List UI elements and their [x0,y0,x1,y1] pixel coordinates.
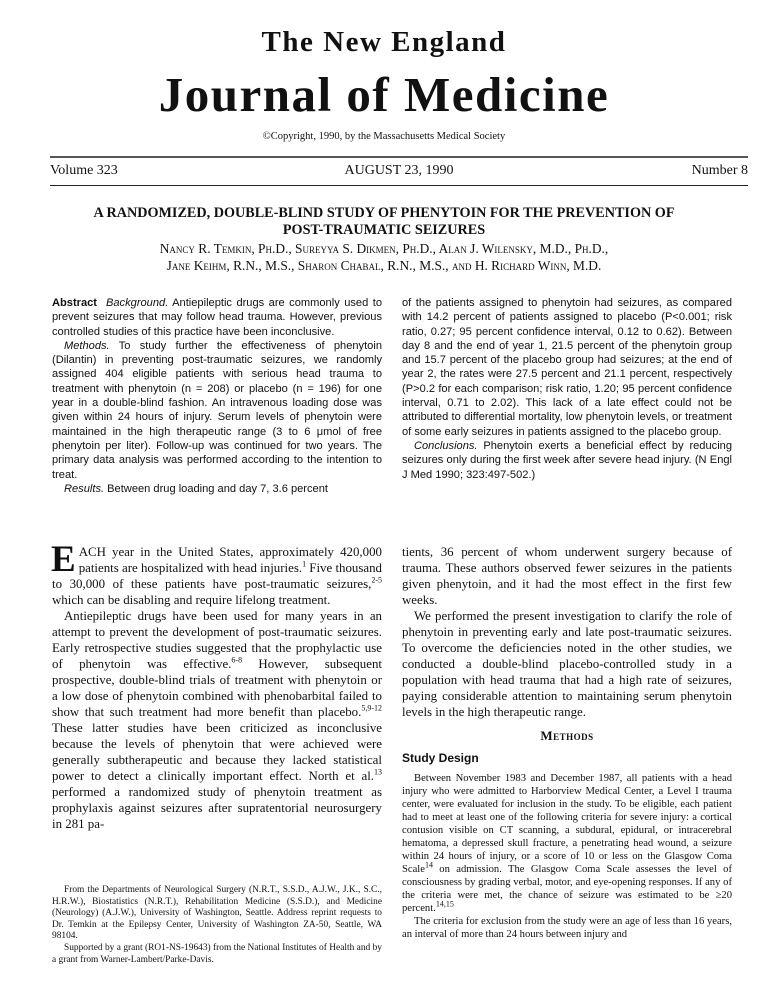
body-column-left [51,539,382,832]
methods-label: Methods. [64,339,110,352]
header-rule-bottom [50,185,748,186]
journal-name-line2: Journal of Medicine [158,67,610,122]
intro-p1-text: ACH year in the United States, approximately 420,000 patients are hospitalized with head injuries. [78,545,382,575]
body-column-right [402,544,732,941]
methods-text: To study further the effectiveness of phenytoin (Dilantin) in preventing post-traumatic seizures, we randomly assigned 404 eligible patients with serious head trauma to treatment with phenytoin (n = 208) or placebo (n = 196) for one year in a double-blind fashion. An intravenous loading dose was given within 24 hours of injury. Serum levels of phenytoin were maintained in the high therapeutic range (3 to 6 μmol of free phenytoin per liter). Follow-up was continued for two years. The primary data analysis was performed according to the intention to treat. [52,339,382,481]
conclusions-label: Conclusions. [414,439,478,452]
issue-date: AUGUST 23, 1990 [344,163,454,178]
abstract-conclusions [402,439,732,482]
journal-name-line1: The New England [261,26,507,58]
conclusions-text: Phenytoin exerts a beneficial effect by reducing seizures only during the first week after severe head injury. (N Engl J Med 1990; 323:497-502.) [402,439,732,481]
citation-sup: 13 [374,767,382,777]
intro-paragraph-4: We performed the present investigation to clarify the role of phenytoin in preventing early and late post-traumatic seizures. To overcome the deficiencies noted in the other studies, we conducted a double-blind placebo-controlled study in a population with head trauma that had a high rate of seizures, paying considerable attention to maintaining serum phenytoin levels in the high therapeutic range. [402,609,732,719]
abstract-results-cont: of the patients assigned to phenytoin had seizures, as compared with 14.2 percent of patients assigned to placebo (P<0.001; risk ratio, 0.27; 95 percent confidence interval, 0.12 to 0.62). Between day 8 and the end of year 1, 21.5 percent of the phenytoin group and 15.7 percent of the placebo group had seizures; at the end of year 2, the rates were 27.5 percent and 21.1 percent, respectively (P>0.2 for each comparison; risk ratio, 1.20; 95 percent confidence interval, 0.71 to 2.02). This lack of a late effect could not be attributed to differential mortality, low phenytoin levels, or treatment of some early seizures in patients assigned to the placebo group. [402,297,732,438]
author-list [40,240,728,274]
intro-p1-text3: which can be disabling and require lifelong treatment. [52,593,331,607]
abstract-background [52,296,382,339]
study-design-paragraph-2: The criteria for exclusion from the study were an age of less than 16 years, an interval of more than 24 hours between injury and [402,916,732,940]
sd-p1-text2: on admission. The Glasgow Coma Scale assesses the level of consciousness by grading verbal, motor, and eye-opening responses. If any of the criteria were met, the chance of seizure was estimated to be ≥20 percent. [402,864,732,914]
issue-number: Number 8 [691,163,748,178]
volume-label: Volume 323 [50,163,118,178]
citation-sup: 14 [424,860,433,870]
article-title-line2: POST-TRAUMATIC SEIZURES [282,222,486,238]
background-text: Antiepileptic drugs are commonly used to prevent seizures that may follow head trauma. However, previous controlled studies of this practice have been inconclusive. [52,297,383,338]
results-text-left: Between drug loading and day 7, 3.6 percent [104,482,328,495]
author-list-line1: Nancy R. Temkin, Ph.D., Sureyya S. Dikmen, Ph.D., Alan J. Wilensky, M.D., Ph.D., [159,241,609,256]
drop-cap: E [51,539,76,580]
intro-p2-text1: Antiepileptic drugs have been used for many years in an attempt to prevent the development of post-traumatic seizures. Early retrospective studies suggested that the prophylactic use of phenytoin was effective. [52,609,382,671]
citation-sup: 1 [302,559,307,569]
header-rule-top [50,156,748,158]
article-title-line1: A RANDOMIZED, DOUBLE-BLIND STUDY OF PHENYTOIN FOR THE PREVENTION OF [93,205,675,221]
abstract-label: Abstract [52,297,98,309]
issue-info-row [50,163,748,181]
citation-sup: 6-8 [231,655,243,665]
intro-p2-text2: However, subsequent prospective, double-blind trials of treatment with phenytoin or a low dose of phenytoin combined with phenobarbital failed to show that such treatment had more benefit than placebo. [52,657,382,719]
author-list-line2: Jane Keihm, R.N., M.S., Sharon Chabal, R.N., M.S., and H. Richard Winn, M.D. [166,258,602,273]
copyright-notice: ©Copyright, 1990, by the Massachusetts Medical Society [262,131,506,142]
background-label: Background. [105,297,169,309]
methods-heading: Methods [540,728,594,743]
citation-sup: 5,9-12 [361,703,382,713]
abstract-column-left [52,296,382,496]
intro-paragraph-1 [51,539,382,608]
intro-p1-text2: Five thousand to 30,000 of these patients have post-traumatic seizures, [52,561,382,591]
abstract-column-right [402,296,732,482]
citation-sup: 14,15 [435,899,454,909]
footnote-affiliations: From the Departments of Neurological Surgery (N.R.T., S.S.D., A.J.W., J.K., S.C., H.R.W.), Biostatistics (N.R.T.), Rehabilitation Medicine (S.S.D.), and Medicine (Neurology) (A.J.W.), University of Washington, Seattle. Address reprint requests to Dr. Temkin at the Epilepsy Center, University of Washington ZA-50, Seattle, WA 98104. [52,885,382,942]
study-design-heading: Study Design [402,751,479,765]
citation-sup: 2-5 [371,575,382,585]
intro-paragraph-2 [52,608,382,832]
intro-p2-text4: performed a randomized study of phenytoin treatment as prophylaxis against seizures after supratentorial neurosurgery in 281 pa- [52,785,382,831]
study-design-paragraph-1 [402,772,732,915]
affiliation-footnote [52,885,382,966]
abstract-results-start [52,482,382,496]
results-label: Results. [64,482,105,495]
abstract-methods [52,339,382,482]
intro-paragraph-3: tients, 36 percent of whom underwent surgery because of trauma. These authors observed fewer seizures in the patients given phenytoin, and it had the most effect in the first few weeks. [402,545,732,607]
intro-p2-text3: These latter studies have been criticized as inconclusive because the levels of phenytoin that were achieved were generally subtherapeutic and because they lacked statistical power to detect a clinically important effect. North et al. [52,721,382,783]
study-design-text [402,772,732,941]
article-title [40,205,728,239]
footnote-funding: Supported by a grant (RO1-NS-19643) from the National Institutes of Health and by a grant from Warner-Lambert/Parke-Davis. [52,942,382,965]
sd-p1-text1: Between November 1983 and December 1987, all patients with a head injury who were admitted to Harborview Medical Center, a Level I trauma center, were evaluated for inclusion in the study. To be eligible, each patient had to meet at least one of the following criteria for severe injury: a cortical contusion visible on CT scanning, a subdural, epidural, or intracerebral hematoma, a depressed skull fracture, a penetrating head wound, a seizure within 24 hours of injury, or a score of 10 or less on the Glasgow Coma Scale [402,773,732,875]
